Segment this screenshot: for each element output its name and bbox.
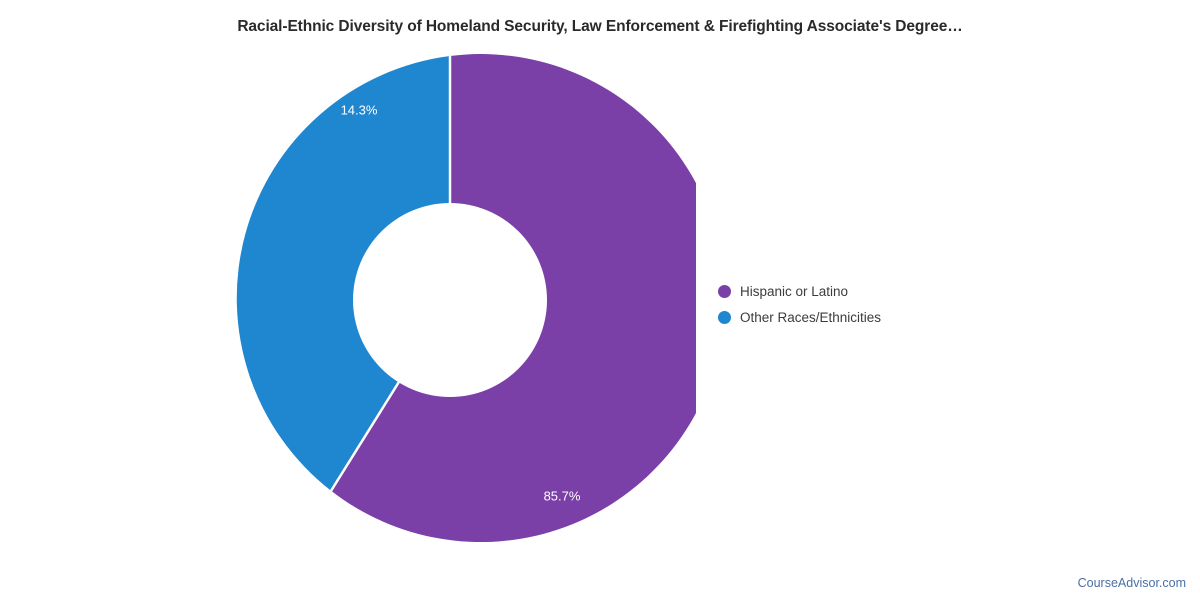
legend [718,278,998,330]
legend-item-other-races-ethnicities[interactable] [718,304,998,330]
slice-value-label-hispanic-or-latino: 85.7% [543,488,581,504]
legend-swatch-icon [718,311,731,324]
donut-chart [204,54,696,546]
page-title: Racial-Ethnic Diversity of Homeland Security, Law Enforcement & Firefighting Associate's Degree… [237,18,963,35]
legend-item-hispanic-or-latino[interactable] [718,278,998,304]
donut-chart-svg [204,54,696,546]
site-watermark: CourseAdvisor.com [1077,576,1186,590]
legend-item-label: Other Races/Ethnicities [740,309,882,325]
legend-swatch-icon [718,285,731,298]
legend-item-label: Hispanic or Latino [740,283,849,299]
slice-value-label-other-races-ethnicities: 14.3% [340,102,378,118]
